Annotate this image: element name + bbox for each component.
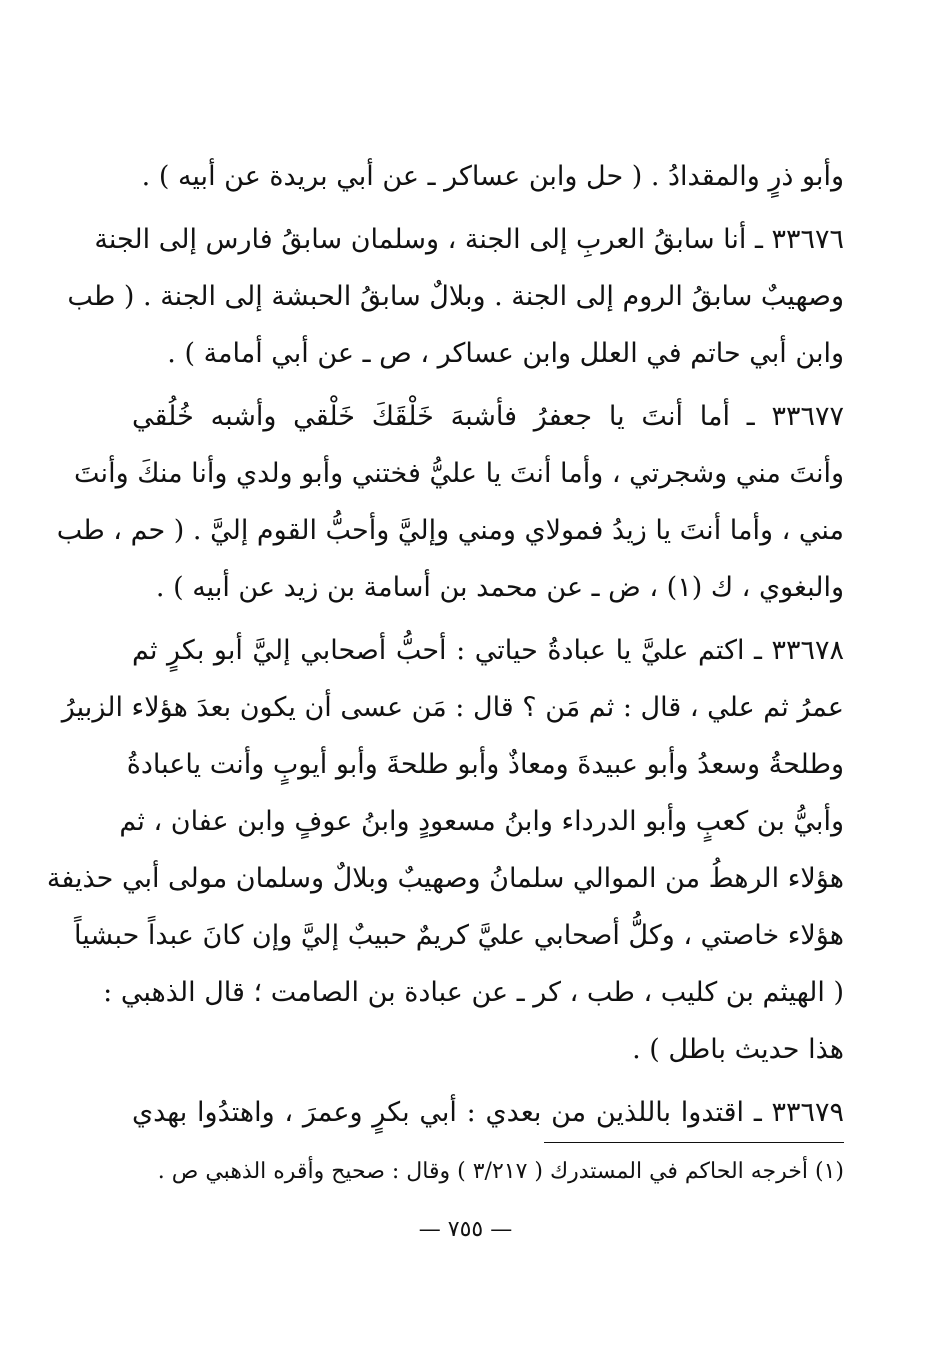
text-line: هذا حديث باطل ) . (632, 1034, 844, 1065)
text-line: وصهيبٌ سابقُ الروم إلى الجنة . وبلالٌ سابقُ الحبشة إلى الجنة . ( طب (67, 281, 844, 312)
text-line: ٣٣٦٧٩ ـ اقتدوا باللذين من بعدي : أبي بكرٍ وعمرَ ، واهتدُوا بهدي (132, 1097, 844, 1128)
text-line: ٣٣٦٧٨ ـ اكتم عليَّ يا عبادةُ حياتي : أحبُّ أصحابي إليَّ أبو بكرٍ ثم (132, 635, 844, 666)
text-line: عمرُ ثم علي ، قال : ثم مَن ؟ قال : مَن عسى أن يكون بعدَ هؤلاء الزبيرُ (61, 692, 844, 723)
footnote-divider (544, 1142, 844, 1143)
text-line: هؤلاء خاصتي ، وكلُّ أصحابي عليَّ كريمٌ حبيبٌ إليَّ وإن كانَ عبداً حبشياً (74, 920, 844, 951)
text-line: والبغوي ، ك (١) ، ض ـ عن محمد بن أسامة بن زيد عن أبيه ) . (155, 572, 844, 603)
text-line: وأنتَ مني وشجرتي ، وأما أنتَ يا عليُّ فختني وأبو ولدي وأنا منكَ وأنتَ (74, 458, 844, 489)
text-line: ٣٣٦٧٧ ـ أما أنتَ يا جعفرُ فأشبهَ خَلْقَكَ خَلْقي وأشبه خُلُقي (132, 401, 844, 432)
hadith-33678 (46, 622, 844, 1078)
hadith-33679 (132, 1084, 844, 1141)
text-line: مني ، وأما أنتَ يا زيدُ فمولاي ومني وإليَّ وأحبُّ القوم إليَّ . ( حم ، طب (56, 515, 844, 546)
page-number: — ٧٥٥ — (418, 1217, 513, 1242)
paragraph-continuation (132, 148, 844, 205)
text-line: وابن أبي حاتم في العلل وابن عساكر ، ص ـ عن أبي أمامة ) . (167, 338, 844, 369)
main-text (46, 148, 844, 1141)
footnote: (١) أخرجه الحاكم في المستدرك ( ٣/٢١٧ ) وقال : صحيح وأقره الذهبي ص . (157, 1159, 844, 1184)
text-line: وأبو ذرٍ والمقدادُ . ( حل وابن عساكر ـ عن أبي بريدة عن أبيه ) . (141, 161, 844, 192)
text-line: هؤلاء الرهطُ من الموالي سلمانُ وصهيبٌ وبلالٌ وسلمان مولى أبي حذيفة (46, 863, 844, 894)
text-line: ٣٣٦٧٦ ـ أنا سابقُ العربِ إلى الجنة ، وسلمان سابقُ فارس إلى الجنة (94, 224, 844, 255)
hadith-33676 (67, 211, 844, 382)
text-line: ( الهيثم بن كليب ، طب ، كر ـ عن عبادة بن الصامت ؛ قال الذهبي : (103, 977, 844, 1008)
text-line: وطلحةُ وسعدُ وأبو عبيدةَ ومعاذٌ وأبو طلحةَ وأبو أيوبٍ وأنت ياعبادةُ (126, 749, 844, 780)
text-line: وأبيُّ بن كعبٍ وأبو الدرداء وابنُ مسعودٍ وابنُ عوفٍ وابن عفان ، ثم (119, 806, 844, 837)
hadith-33677 (56, 388, 844, 616)
